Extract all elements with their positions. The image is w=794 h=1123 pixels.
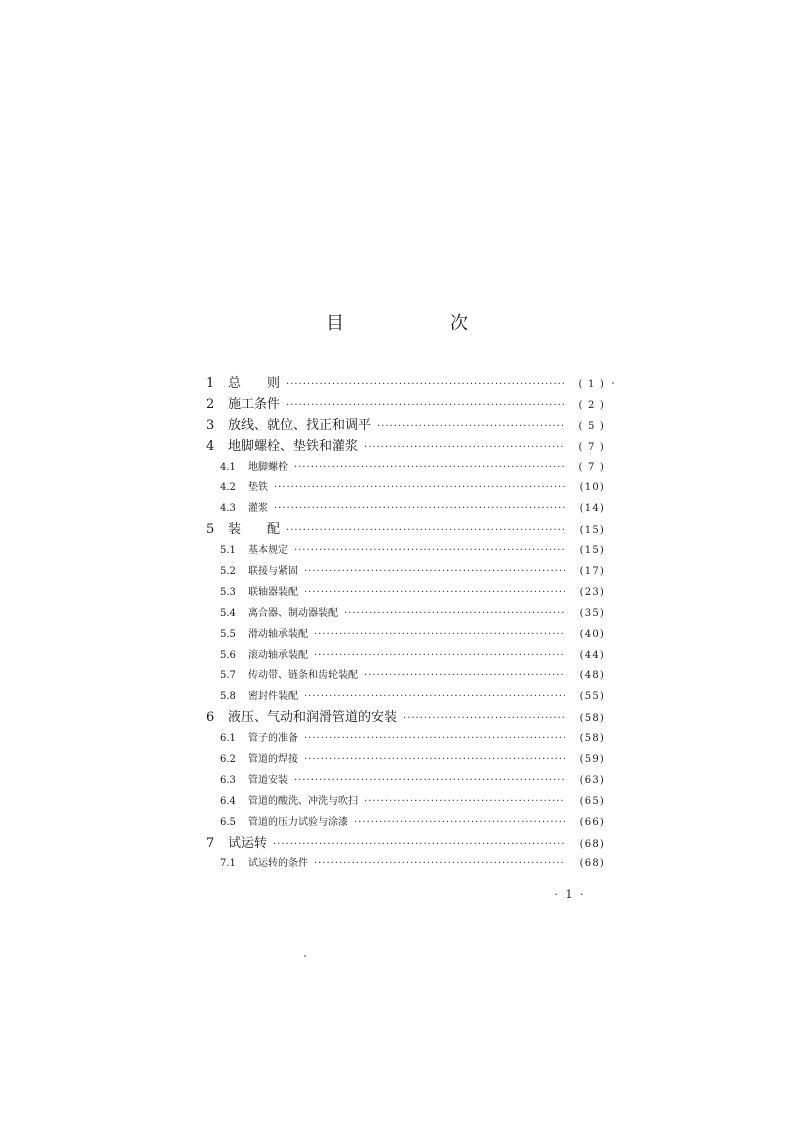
toc-entry-page: (17) xyxy=(579,566,605,578)
toc-entry-page: (66) xyxy=(579,816,605,828)
toc-entry-3[interactable] xyxy=(203,416,605,437)
toc-entry-page: (14) xyxy=(579,503,605,515)
dot-leader xyxy=(294,541,565,562)
page-title: 目 次 xyxy=(326,313,512,334)
dot-leader xyxy=(274,499,565,520)
toc-entry-title: 试运转的条件 xyxy=(248,858,308,870)
toc-entry-6[interactable] xyxy=(203,708,605,729)
dot-leader xyxy=(304,750,565,771)
toc-entry-5-3[interactable] xyxy=(203,583,605,604)
toc-entry-title: 联轴器装配 xyxy=(248,586,298,598)
toc-entry-page: (35) xyxy=(579,607,605,619)
toc-entry-page: (40) xyxy=(579,628,605,640)
toc-entry-number: 5.4 xyxy=(220,607,236,619)
dot-leader xyxy=(286,396,565,417)
toc-entry-4-3[interactable] xyxy=(203,499,605,520)
toc-entry-page: (15) xyxy=(579,545,605,557)
toc-entry-title: 垫铁 xyxy=(248,482,268,494)
dot-leader xyxy=(314,625,565,646)
toc-entry-title: 液压、气动和润滑管道的安装 xyxy=(228,710,398,726)
dot-leader xyxy=(294,771,565,792)
toc-entry-page: (15) xyxy=(579,525,605,537)
dot-leader xyxy=(364,792,565,813)
toc-entry-title: 地脚螺栓、垫铁和灌浆 xyxy=(228,438,359,454)
toc-entry-4[interactable] xyxy=(203,437,605,458)
dot-leader xyxy=(274,478,565,499)
dot-leader xyxy=(304,687,565,708)
toc-entry-5[interactable] xyxy=(203,520,605,541)
toc-entry-6-2[interactable] xyxy=(203,750,605,771)
toc-entry-2[interactable] xyxy=(203,395,605,416)
toc-entry-title: 管道安装 xyxy=(248,774,288,786)
toc-entry-title: 联接与紧固 xyxy=(248,566,298,578)
dot-leader xyxy=(294,458,565,479)
toc-entry-number: 4.1 xyxy=(220,461,236,473)
toc-entry-title: 密封件装配 xyxy=(248,691,298,703)
toc-entry-number: 6.2 xyxy=(220,754,236,766)
dot-leader xyxy=(314,854,565,875)
toc-entry-page: (48) xyxy=(579,670,605,682)
toc-entry-7[interactable] xyxy=(203,834,605,855)
dot-leader xyxy=(304,729,565,750)
toc-entry-page: (55) xyxy=(579,691,605,703)
toc-entry-page: ( 2 ) xyxy=(578,399,605,411)
dot-leader xyxy=(364,438,565,459)
dot-leader xyxy=(344,604,565,625)
dot-leader xyxy=(354,813,565,834)
toc-entry-4-1[interactable] xyxy=(203,458,605,479)
toc-entry-6-4[interactable] xyxy=(203,792,605,813)
toc-entry-page: (65) xyxy=(579,795,605,807)
toc-entry-number: 6 xyxy=(206,710,215,726)
toc-entry-7-1[interactable] xyxy=(203,854,605,875)
dot-leader xyxy=(377,417,565,438)
toc-entry-title: 管道的焊接 xyxy=(248,754,298,766)
toc-entry-title: 管道的酸洗、冲洗与吹扫 xyxy=(248,795,358,807)
toc-entry-title: 装 配 xyxy=(228,522,281,538)
toc-entry-5-8[interactable] xyxy=(203,687,605,708)
toc-entry-6-1[interactable] xyxy=(203,729,605,750)
toc-entry-page: (44) xyxy=(579,649,605,661)
toc-entry-page: (10) xyxy=(579,482,605,494)
dot-leader xyxy=(273,835,565,856)
toc-entry-title: 总 则 xyxy=(228,376,281,391)
toc-entry-title: 灌浆 xyxy=(248,503,268,515)
toc-entry-number: 5.6 xyxy=(220,649,236,661)
dot-leader xyxy=(403,709,565,730)
toc-entry-page: (58) xyxy=(579,713,605,725)
toc-entry-title: 滚动轴承装配 xyxy=(248,649,308,661)
dot-leader xyxy=(286,375,565,396)
scan-speck xyxy=(304,955,306,957)
toc-entry-page: ( 5 ) xyxy=(578,420,605,432)
toc-entry-page: (23) xyxy=(579,586,605,598)
toc-entry-5-5[interactable] xyxy=(203,625,605,646)
toc-entry-number: 4 xyxy=(206,438,215,454)
dot-leader xyxy=(304,583,565,604)
toc-entry-page: (68) xyxy=(579,838,605,850)
toc-entry-number: 2 xyxy=(206,396,215,412)
toc-entry-number: 7 xyxy=(206,835,215,851)
toc-entry-number: 5.3 xyxy=(220,586,236,598)
toc-entry-4-2[interactable] xyxy=(203,478,605,499)
toc-entry-5-2[interactable] xyxy=(203,562,605,583)
toc-entry-number: 6.1 xyxy=(220,733,236,745)
toc-entry-number: 3 xyxy=(206,417,215,433)
toc-entry-5-4[interactable] xyxy=(203,604,605,625)
toc-entry-number: 6.5 xyxy=(220,816,236,828)
toc-entry-title: 离合器、制动器装配 xyxy=(248,607,338,619)
toc-entry-number: 4.2 xyxy=(220,482,236,494)
toc-entry-number: 6.4 xyxy=(220,795,236,807)
dot-leader xyxy=(304,562,565,583)
toc-entry-title: 传动带、链条和齿轮装配 xyxy=(248,670,358,682)
toc-entry-5-6[interactable] xyxy=(203,646,605,667)
toc-entry-number: 6.3 xyxy=(220,774,236,786)
toc-entry-number: 5.8 xyxy=(220,691,236,703)
dot-leader xyxy=(314,646,565,667)
toc-entry-page: (59) xyxy=(579,754,605,766)
toc-entry-title: 滑动轴承装配 xyxy=(248,628,308,640)
toc-entry-1[interactable] xyxy=(203,374,605,395)
page-number: · 1 · xyxy=(554,888,586,901)
toc-entry-number: 4.3 xyxy=(220,503,236,515)
dot-leader xyxy=(286,521,565,542)
toc-entry-number: 5.5 xyxy=(220,628,236,640)
toc-entry-title: 地脚螺栓 xyxy=(248,461,288,473)
toc-entry-6-3[interactable] xyxy=(203,771,605,792)
toc-entry-title: 基本规定 xyxy=(248,545,288,557)
toc-entry-page: ( 1 ) xyxy=(578,379,605,390)
toc-entry-page: (63) xyxy=(579,774,605,786)
toc-entry-6-5[interactable] xyxy=(203,813,605,834)
toc-entry-5-7[interactable] xyxy=(203,666,605,687)
toc-entry-number: 5.1 xyxy=(220,545,236,557)
dot-leader xyxy=(364,666,565,687)
toc-entry-number: 5.2 xyxy=(220,566,236,578)
toc-entry-title: 管道的压力试验与涂漆 xyxy=(248,816,348,828)
table-of-contents xyxy=(203,374,605,875)
toc-entry-number: 1 xyxy=(206,376,215,391)
toc-entry-page: (68) xyxy=(579,858,605,870)
toc-entry-page: ( 7 ) xyxy=(578,461,605,473)
toc-entry-title: 施工条件 xyxy=(228,396,281,412)
toc-entry-page: (58) xyxy=(579,733,605,745)
toc-entry-number: 7.1 xyxy=(220,858,236,870)
toc-entry-page: ( 7 ) xyxy=(578,441,605,453)
toc-entry-title: 管子的准备 xyxy=(248,733,298,745)
toc-entry-5-1[interactable] xyxy=(203,541,605,562)
toc-entry-title: 试运转 xyxy=(228,835,268,851)
toc-entry-number: 5 xyxy=(206,522,215,538)
toc-entry-title: 放线、就位、找正和调平 xyxy=(228,417,372,433)
toc-entry-number: 5.7 xyxy=(220,670,236,682)
scan-speck xyxy=(612,382,614,384)
